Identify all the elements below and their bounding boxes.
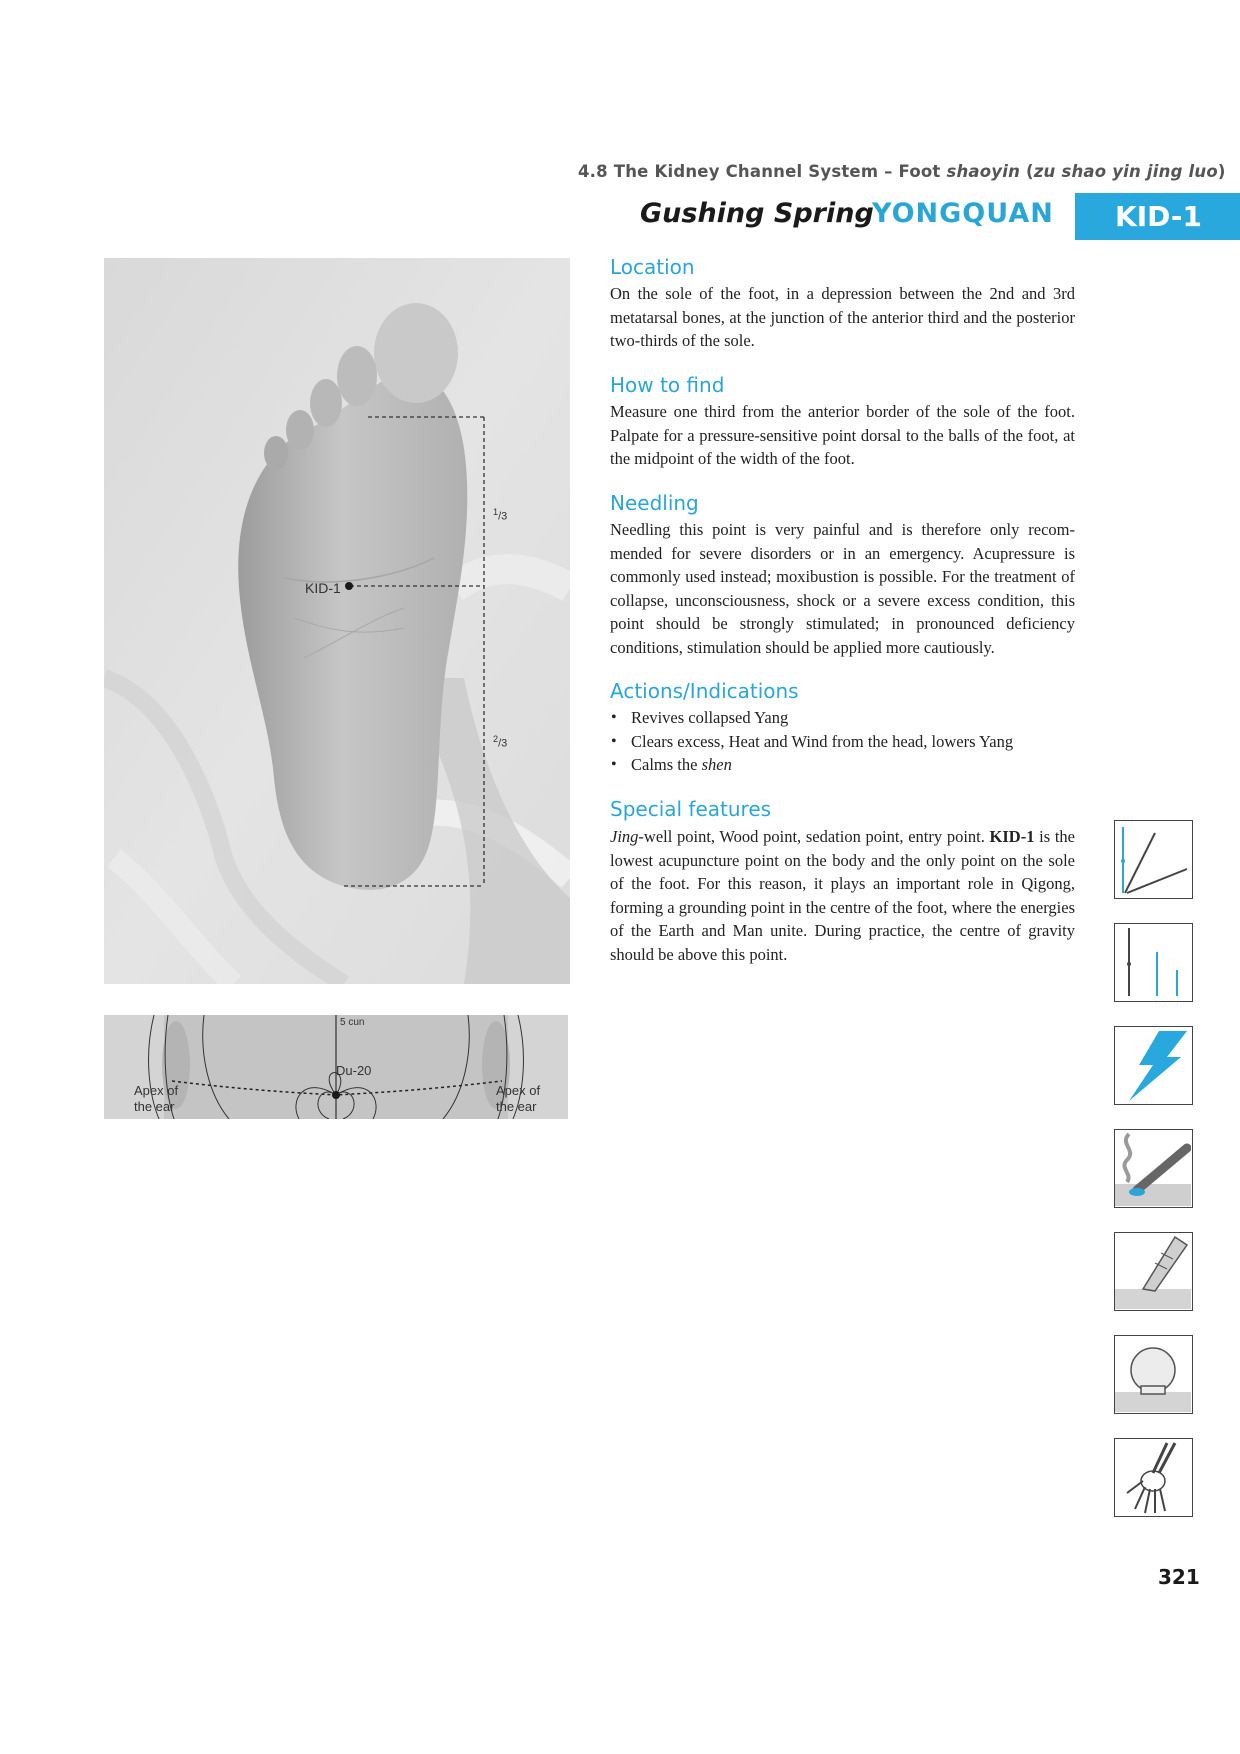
list-item: • Clears excess, Heat and Wind from the head, lowers Yang [610, 730, 1013, 754]
page-number: 321 [1158, 1565, 1200, 1589]
right-ear-apex-label: Apex of the ear [496, 1083, 541, 1114]
needling-heading: Needling [610, 491, 699, 515]
five-cun-label: 5 cun [340, 1017, 365, 1028]
list-item: • Calms the shen [610, 753, 1013, 777]
kid1-point-marker [345, 582, 353, 590]
running-head: 4.8 The Kidney Channel System – Foot shaoyin (zu shao yin jing luo) [578, 162, 1226, 181]
head-top-figure [104, 1015, 568, 1119]
location-text: On the sole of the foot, in a depression between the 2nd and 3rd metatarsal bones, at the junction of the anterior third and the posterior two-thirds of the sole. [610, 284, 1075, 351]
point-code: KID-1 [1115, 200, 1202, 233]
moxibustion-icon [1114, 1129, 1193, 1208]
kid1-label: KID-1 [305, 580, 341, 596]
left-ear-apex-label: Apex of the ear [134, 1083, 179, 1114]
hand-skeleton-icon [1114, 1438, 1193, 1517]
how-to-find-text: Measure one third from the anterior border of the sole of the foot. Palpate for a pressure-sensitive point dorsal to the balls of the foot, at the midpoint of the width of the foot. [610, 402, 1075, 469]
fraction-two-thirds: $^2$/3 [493, 734, 508, 750]
foot-illustration [104, 258, 570, 984]
actions-heading: Actions/Indications [610, 679, 799, 703]
how-to-find-heading: How to find [610, 373, 725, 397]
location-heading: Location [610, 255, 695, 279]
du20-point-marker [332, 1091, 340, 1099]
foot-photo-figure [104, 258, 570, 984]
point-english-name: Gushing Spring [640, 198, 874, 229]
special-features-text: Jing-well point, Wood point, sedation point, entry point. KID-1 is the lowest acupuncture point on the body and the only point on the sole of the foot. For this reason, it plays an important role in Qigong, forming a grounding point in the centre of the foot, where the energies of the Earth and Man unite. During practice, the centre of gravity should be above this point. [610, 827, 1075, 964]
bleeding-lancet-icon [1114, 1232, 1193, 1311]
actions-list [610, 706, 1013, 777]
point-code-badge [1075, 193, 1240, 240]
fraction-one-third: $^1$/3 [493, 507, 508, 523]
cupping-icon [1114, 1335, 1193, 1414]
special-features-heading: Special features [610, 797, 772, 821]
list-item: • Revives collapsed Yang [610, 706, 1013, 730]
lightning-icon [1114, 1026, 1193, 1105]
du20-label: Du-20 [336, 1063, 372, 1078]
needle-depth-icon [1114, 923, 1193, 1002]
needling-text: Needling this point is very painful and is therefore only recom-mended for severe disorders or in an emergency. Acupressure is commonly used instead; moxibustion is possible. For the treatment of collapse, unconsciousness, shock or a severe excess condition, this point should be strongly stimulated; in pronounced deficiency conditions, stimulation should be applied more cautiously. [610, 520, 1075, 657]
point-pinyin-name: YONGQUAN [872, 198, 1054, 229]
needle-angle-icon [1114, 820, 1193, 899]
